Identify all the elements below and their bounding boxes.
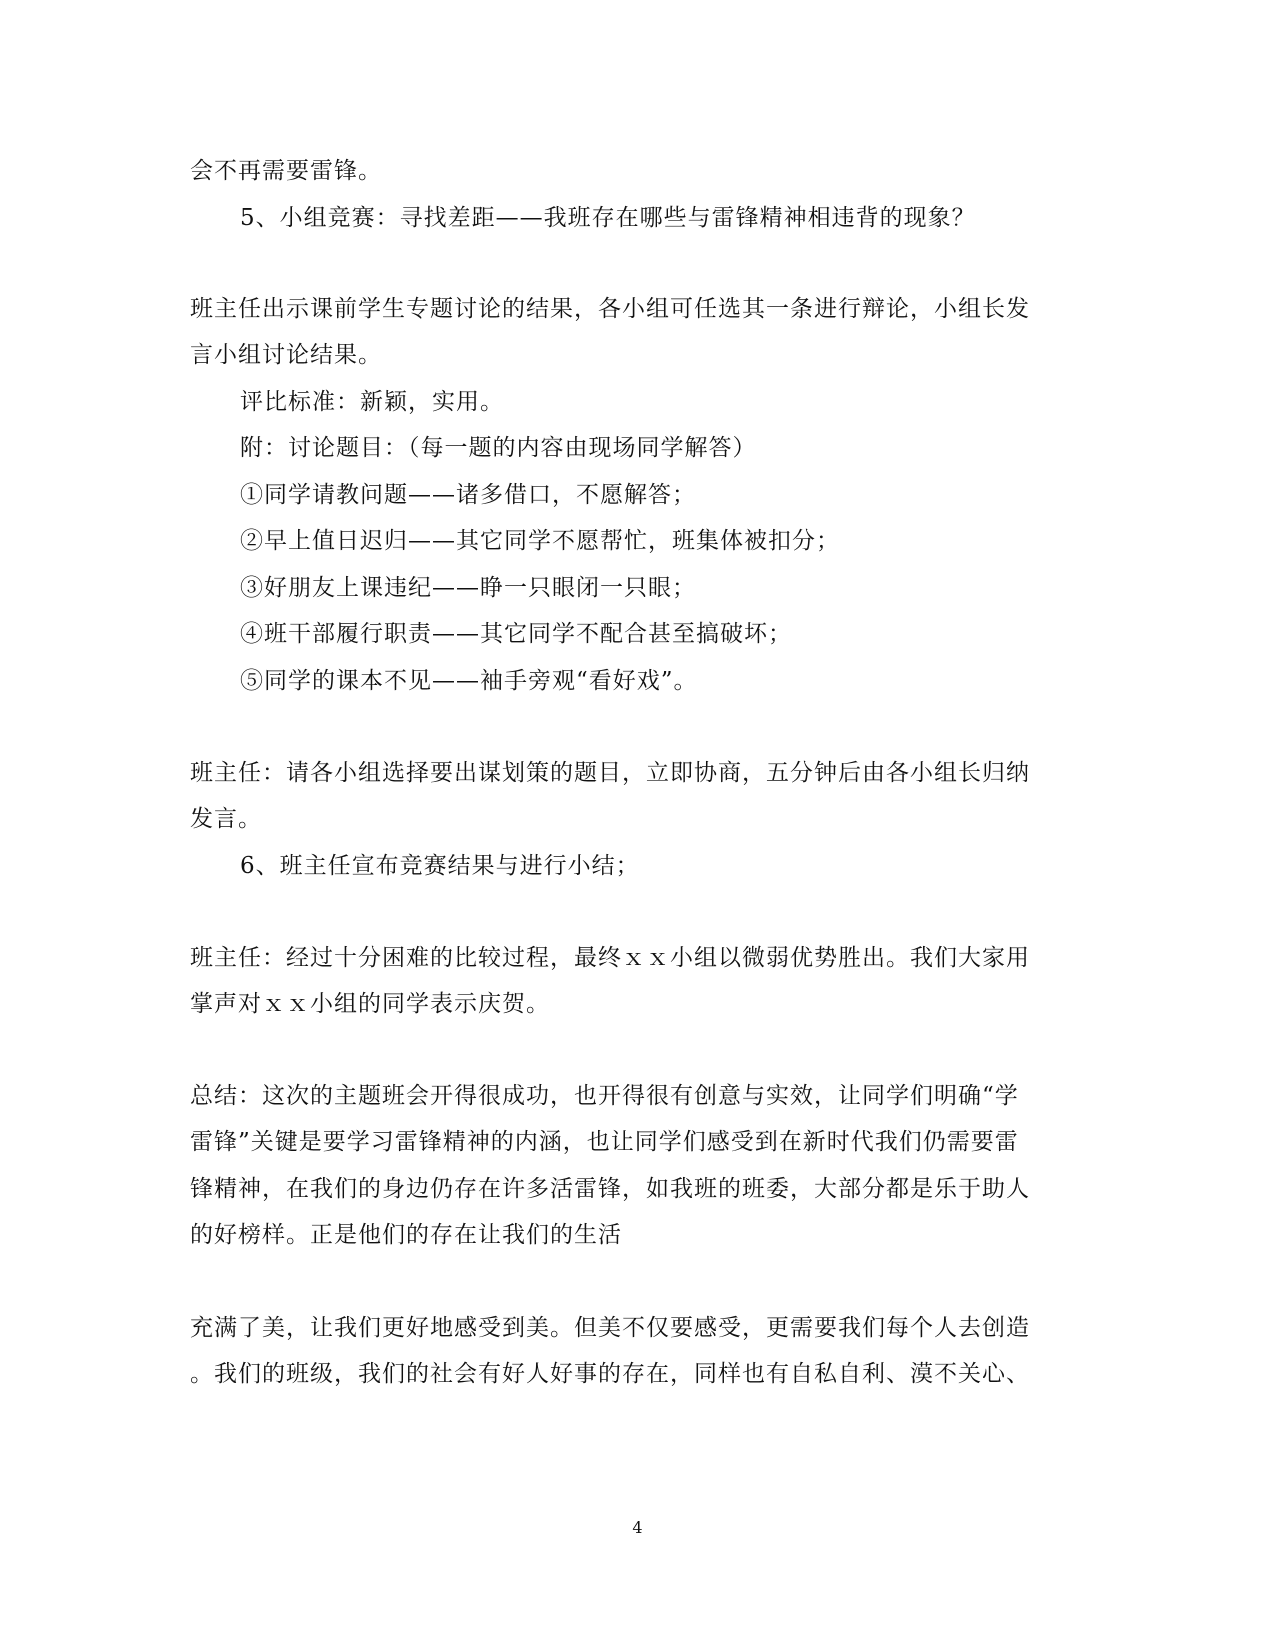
text-line: 附：讨论题目：（每一题的内容由现场同学解答） [240, 435, 757, 461]
text-line: 5、小组竞赛：寻找差距——我班存在哪些与雷锋精神相违背的现象？ [240, 205, 976, 231]
text-line: 雷锋”关键是要学习雷锋精神的内涵，也让同学们感受到在新时代我们仍需要雷 [190, 1129, 1019, 1155]
list-item: ①同学请教问题——诸多借口，不愿解答； [240, 482, 696, 508]
text-line: 发言。 [190, 806, 262, 832]
text-line: 班主任出示课前学生专题讨论的结果，各小组可任选其一条进行辩论，小组长发 [190, 296, 1030, 322]
text-line: 会不再需要雷锋。 [190, 158, 382, 184]
text-line: 掌声对ｘｘ小组的同学表示庆贺。 [190, 991, 550, 1017]
text-line: 的好榜样。正是他们的存在让我们的生活 [190, 1222, 622, 1248]
list-item: ④班干部履行职责——其它同学不配合甚至搞破坏； [240, 621, 792, 647]
text-line: 充满了美，让我们更好地感受到美。但美不仅要感受，更需要我们每个人去创造 [190, 1315, 1030, 1341]
text-line: 班主任：经过十分困难的比较过程，最终ｘｘ小组以微弱优势胜出。我们大家用 [190, 945, 1030, 971]
text-line: 总结：这次的主题班会开得很成功，也开得很有创意与实效，让同学们明确“学 [190, 1083, 1019, 1109]
list-item: ③好朋友上课违纪——睁一只眼闭一只眼； [240, 575, 696, 601]
text-line: 言小组讨论结果。 [190, 342, 382, 368]
list-item: ②早上值日迟归——其它同学不愿帮忙，班集体被扣分； [240, 528, 840, 554]
page-number: 4 [632, 1518, 643, 1537]
list-item: ⑤同学的课本不见——袖手旁观“看好戏”。 [240, 668, 698, 694]
text-line: 班主任：请各小组选择要出谋划策的题目，立即协商，五分钟后由各小组长归纳 [190, 760, 1030, 786]
text-line: 6、班主任宣布竞赛结果与进行小结； [240, 853, 640, 879]
text-line: 。我们的班级，我们的社会有好人好事的存在，同样也有自私自利、漠不关心、 [190, 1361, 1030, 1387]
text-line: 锋精神，在我们的身边仍存在许多活雷锋，如我班的班委，大部分都是乐于助人 [190, 1176, 1030, 1202]
text-line: 评比标准：新颖，实用。 [240, 389, 504, 415]
